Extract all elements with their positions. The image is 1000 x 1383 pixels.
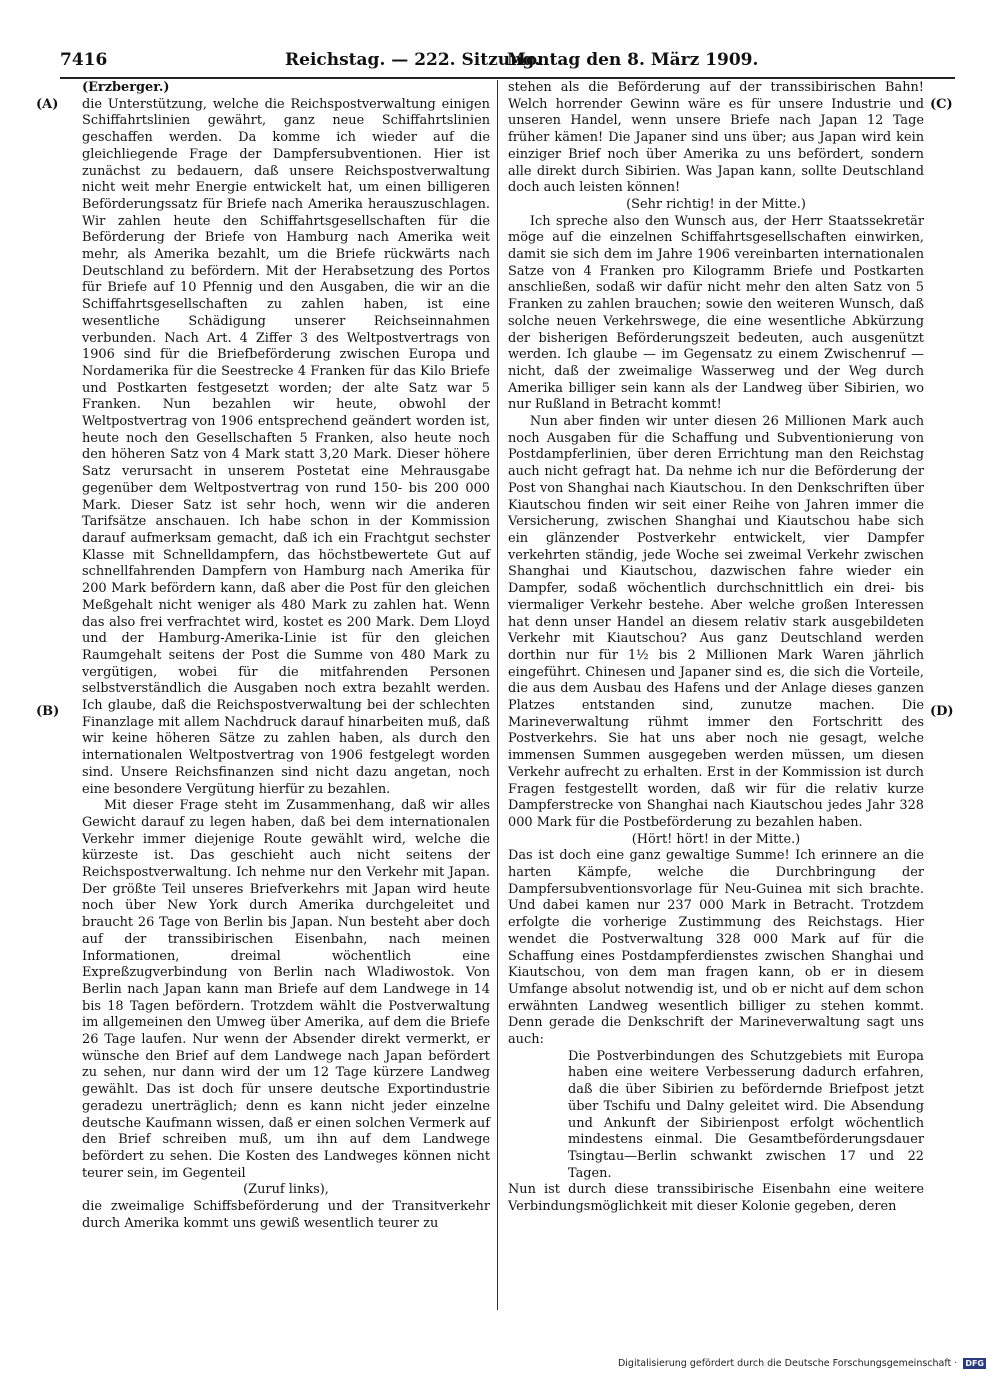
speaker-label: (Erzberger.): [82, 80, 170, 95]
paragraph: Mit dieser Frage steht im Zusammenhang, daß wir alles Gewicht darauf zu legen haben, daß bei dem internationalen Verkehr immer diejenige Route gewählt wird, welche die kürzeste ist. Das geschieht auch nicht seitens der Reichspostverwaltung. Ich nehme nur den Verkehr mit Japan. Der größte Teil unseres Briefverkehrs mit Japan wird heute noch über New York durch Amerika durchgeleitet und braucht 26 Tage von Berlin bis Japan. Nun besteht aber doch auf der transsibirischen Eisenbahn, nach meinen Informationen, dreimal wöchentlich eine Expreßzugverbindung von Berlin nach Wladiwostok. Von Berlin nach Japan kann man Briefe auf dem Landwege in 14 bis 18 Tagen befördern. Trotzdem wählt die Postverwaltung im allgemeinen den Umweg über Amerika, auf dem die Briefe 26 Tage laufen. Nur wenn der Absender direkt vermerkt, er wünsche den Brief auf dem Landwege nach Japan befördert zu sehen, nur dann wird der um 12 Tage kürzere Landweg gewählt. Das ist doch für unsere deutsche Exportindustrie geradezu unerträglich; denn es kann nicht jeder einzelne deutsche Kaufmann wissen, daß er einen solchen Vermerk auf den Brief schreiben muß, um ihn auf dem Landwege befördert zu sehen. Die Kosten des Landweges können nicht teurer sein, im Gegenteil: [82, 798, 490, 1181]
paragraph: Nun aber finden wir unter diesen 26 Millionen Mark auch noch Ausgaben für die Schaffung und Subventionierung von Postdampferlinien, über deren Errichtung man den Reichstag auch nicht gefragt hat. Da nehme ich nur die Beförderung der Post von Shanghai nach Kiautschou. In den Denkschriften über Kiautschou finden wir seit einer Reihe von Jahren immer die Versicherung, zwischen Shanghai und Kiautschou habe sich ein glänzender Postverkehr entwickelt, vier Dampfer verkehrten ständig, jede Woche sei zweimal Verkehr zwischen Shanghai und Kiautschou, dazwischen fahre wieder ein Dampfer, sodaß wöchentlich durchschnittlich ein drei- bis viermaliger Verkehr bestehe. Aber welche großen Interessen hat denn unser Handel an diesem relativ stark ausgebildeten Verkehr mit Kiautschou? Aus ganz Deutschland werden dorthin nur für 1½ bis 2 Millionen Mark Waren jährlich eingeführt. Chinesen und Japaner sind es, die sich die Vorteile, die aus dem Ausbau des Hafens und der Anlage dieses ganzen Platzes entstanden sind, zunutze machen. Die Marineverwaltung rühmt immer den Fortschritt des Postverkehrs. Sie hat uns aber noch nie gesagt, welche immensen Summen ausgegeben werden müssen, um diesen Verkehr aufrecht zu erhalten. Erst in der Kommission ist durch Fragen festgestellt worden, daß wir für die relativ kurze Dampferstrecke von Shanghai nach Kiautschou jedes Jahr 328 000 Mark für die Postbeförderung zu bezahlen haben.: [508, 414, 924, 830]
paragraph: die Unterstützung, welche die Reichspostverwaltung einigen Schiffahrtslinien gewährt, ganz neue Schiffahrtslinien geschaffen werden. Da komme ich wieder auf die gleichliegende Frage der Dampfersubventionen. Hier ist zunächst zu bedauern, daß unsere Reichspostverwaltung nicht weit mehr Energie entwickelt hat, um einen billigeren Beförderungssatz für Briefe nach Amerika herauszuschlagen. Wir zahlen heute den Schiffahrtsgesellschaften für die Beförderung der Briefe von Hamburg nach Amerika weit mehr, als Amerika bezahlt, um die Briefe rückwärts nach Deutschland zu befördern. Mit der Herabsetzung des Portos für Briefe auf 10 Pfennig und den Ausgaben, die wir an die Schiffahrtsgesellschaften zu zahlen haben, ist eine wesentliche Schädigung unserer Reichseinnahmen verbunden. Nach Art. 4 Ziffer 3 des Weltpostvertrags von 1906 sind für die Briefbeförderung zwischen Europa und Nordamerika für die Seestrecke 4 Franken für das Kilo Briefe und Postkarten festgesetzt worden; der alte Satz war 5 Franken. Nun bezahlen wir heute, obwohl der Weltpostvertrag von 1906 entsprechend geändert worden ist, heute noch den Gesellschaften 5 Franken, also heute noch den höheren Satz von 4 Mark statt 3,20 Mark. Dieser höhere Satz verursacht in unserem Postetat eine Mehrausgabe gegenüber dem Weltpostvertrag von rund 150- bis 200 000 Mark. Dieser Satz ist sehr hoch, wenn wir die anderen Tarifsätze anschauen. Ich habe schon in der Kommission darauf aufmerksam gemacht, daß ich ein Frachtgut sechster Klasse mit Schnelldampfern, das höchstbewertete Gut auf schnellfahrenden Dampfern von Hamburg nach Amerika für 200 Mark befördern kann, daß aber die Post für den gleichen Meßgehalt nicht weniger als 480 Mark zu zahlen hat. Wenn das also frei verfrachtet wird, kostet es 200 Mark. Dem Lloyd und der Hamburg-Amerika-Linie ist für den gleichen Raumgehalt seitens der Post die Summe von 480 Mark zu vergütigen, wobei für die mitfahrenden Personen selbstverständlich die Ausgaben noch extra bezahlt werden. Ich glaube, daß die Reichspostverwaltung bei der schlechten Finanzlage mit allem Nachdruck darauf hinarbeiten muß, daß wir keine höheren Sätze zu zahlen haben, als durch den internationalen Weltpostvertrag von 1906 festgelegt worden sind. Unsere Reichsfinanzen sind nicht dazu angetan, noch eine besondere Vergütung hierfür zu bezahlen.: [82, 96, 490, 797]
margin-mark-c: (C): [930, 97, 953, 112]
page-header: [60, 50, 950, 76]
paragraph: die zweimalige Schiffsbeförderung und der Transitverkehr durch Amerika kommt uns gewiß wesentlich teurer zu: [82, 1199, 490, 1231]
margin-mark-b: (B): [36, 704, 60, 719]
footer-text: Digitalisierung gefördert durch die Deutsche Forschungsgemeinschaft ·: [617, 1358, 958, 1369]
margin-mark-d: (D): [930, 704, 954, 719]
paragraph: Nun ist durch diese transsibirische Eisenbahn eine weitere Verbindungsmöglichkeit mit dieser Kolonie gegeben, deren: [508, 1182, 924, 1215]
session-date: Montag den 8. März 1909.: [507, 50, 759, 70]
interjection: (Zuruf links),: [243, 1182, 329, 1198]
header-rule: [60, 77, 955, 79]
running-title: Reichstag. — 222. Sitzung.: [285, 50, 541, 70]
interjection: (Sehr richtig! in der Mitte.): [626, 196, 806, 212]
margin-mark-a: (A): [36, 97, 59, 112]
right-column: [508, 80, 924, 1216]
block-quote: Die Postverbindungen des Schutzgebiets mit Europa haben eine weitere Verbesserung dadurch erfahren, daß die über Sibirien zu befördernde Briefpost jetzt über Tschifu und Dalny geleitet wird. Die Absendung und Ankunft der Sibirienpost erfolgt wöchentlich mindestens einmal. Die Gesamtbeförderungsdauer Tsingtau—Berlin schwankt zwischen 17 und 22 Tagen.: [568, 1048, 924, 1181]
page-number: 7416: [60, 50, 108, 70]
column-divider: [497, 80, 498, 1310]
dfg-logo-icon: DFG: [965, 1359, 984, 1368]
paragraph: stehen als die Beförderung auf der transsibirischen Bahn! Welch horrender Gewinn wäre es für unsere Industrie und unseren Handel, wenn unsere Briefe nach Japan 12 Tage früher kämen! Die Japaner sind uns über; aus Japan wird kein einziger Brief noch über Amerika zu uns befördert, sondern alle direkt durch Sibirien. Was Japan kann, sollte Deutschland doch auch leisten können!: [508, 80, 924, 196]
paragraph: Ich spreche also den Wunsch aus, der Herr Staatssekretär möge auf die einzelnen Schiffahrtsgesellschaften einwirken, damit sie sich dem im Jahre 1906 vereinbarten internationalen Satze von 4 Franken pro Kilogramm Briefe und Postkarten anschließen, sodaß wir dafür nicht mehr den alten Satz von 5 Franken zu zahlen brauchen; sowie den weiteren Wunsch, daß solche neuen Verkehrswege, die eine wesentliche Abkürzung der bisherigen Beförderungszeit bedeuten, auch ausgenützt werden. Ich glaube — im Gegensatz zu einem Zwischenruf — nicht, daß der zweimalige Wasserweg und der Weg durch Amerika billiger sein kann als der Landweg über Sibirien, wo nur Rußland in Betracht kommt!: [508, 213, 924, 413]
paragraph: Das ist doch eine ganz gewaltige Summe! Ich erinnere an die harten Kämpfe, welche die Durchbringung der Dampfersubventionsvorlage für Neu-Guinea mit sich brachte. Und dabei kamen nur 237 000 Mark in Betracht. Trotzdem erfolgte die vorherige Zustimmung des Reichstags. Hier wendet die Postverwaltung 328 000 Mark auf für die Schaffung eines Postdampferdienstes zwischen Shanghai und Kiautschou, von dem man fragen kann, ob er in diesem Umfange absolut notwendig ist, und ob er nicht auf dem schon erwähnten Landweg wesentlich billiger zu stehen kommt. Denn gerade die Denkschrift der Marineverwaltung sagt uns auch:: [508, 848, 924, 1048]
digitization-footer: [618, 1358, 986, 1369]
left-column: [82, 80, 490, 1233]
interjection: (Hört! hört! in der Mitte.): [631, 831, 801, 847]
